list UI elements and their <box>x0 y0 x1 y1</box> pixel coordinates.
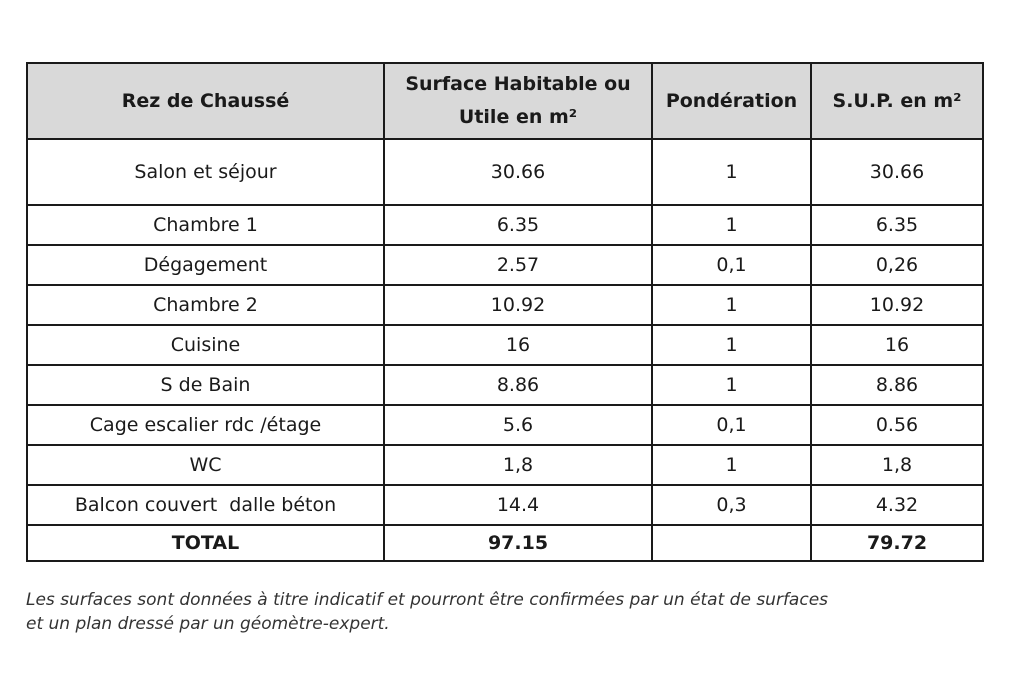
cell-weighting: 1 <box>652 205 811 245</box>
cell-sup: 8.86 <box>811 365 983 405</box>
cell-surface: 2.57 <box>384 245 652 285</box>
total-row <box>27 525 983 561</box>
cell-room: WC <box>27 445 384 485</box>
cell-weighting: 0,3 <box>652 485 811 525</box>
table-row <box>27 285 983 325</box>
cell-surface: 1,8 <box>384 445 652 485</box>
cell-weighting: 1 <box>652 139 811 205</box>
surface-table <box>26 62 984 562</box>
cell-room: Cuisine <box>27 325 384 365</box>
cell-surface: 5.6 <box>384 405 652 445</box>
table-row <box>27 405 983 445</box>
total-weighting <box>652 525 811 561</box>
cell-room: S de Bain <box>27 365 384 405</box>
table-row <box>27 245 983 285</box>
disclaimer-footnote <box>26 588 996 636</box>
cell-sup: 0,26 <box>811 245 983 285</box>
cell-room: Salon et séjour <box>27 139 384 205</box>
cell-room: Dégagement <box>27 245 384 285</box>
table-row <box>27 485 983 525</box>
table-row <box>27 205 983 245</box>
cell-weighting: 1 <box>652 325 811 365</box>
cell-surface: 30.66 <box>384 139 652 205</box>
table-row <box>27 445 983 485</box>
cell-surface: 14.4 <box>384 485 652 525</box>
header-weighting: Pondération <box>652 63 811 139</box>
cell-surface: 16 <box>384 325 652 365</box>
header-room: Rez de Chaussé <box>27 63 384 139</box>
surface-table-container <box>26 62 982 562</box>
total-sup: 79.72 <box>811 525 983 561</box>
table-row <box>27 325 983 365</box>
cell-weighting: 1 <box>652 445 811 485</box>
header-sup: S.U.P. en m² <box>811 63 983 139</box>
cell-sup: 0.56 <box>811 405 983 445</box>
cell-room: Chambre 1 <box>27 205 384 245</box>
cell-surface: 10.92 <box>384 285 652 325</box>
cell-room: Balcon couvert dalle béton <box>27 485 384 525</box>
cell-sup: 10.92 <box>811 285 983 325</box>
total-surface: 97.15 <box>384 525 652 561</box>
cell-weighting: 0,1 <box>652 405 811 445</box>
cell-sup: 1,8 <box>811 445 983 485</box>
cell-weighting: 1 <box>652 365 811 405</box>
cell-room: Cage escalier rdc /étage <box>27 405 384 445</box>
cell-surface: 8.86 <box>384 365 652 405</box>
cell-room: Chambre 2 <box>27 285 384 325</box>
footnote-line-2: et un plan dressé par un géomètre-expert. <box>26 614 390 634</box>
cell-sup: 4.32 <box>811 485 983 525</box>
table-row <box>27 365 983 405</box>
cell-sup: 16 <box>811 325 983 365</box>
header-surface: Surface Habitable ou Utile en m² <box>384 63 652 139</box>
cell-weighting: 1 <box>652 285 811 325</box>
total-label: TOTAL <box>27 525 384 561</box>
table-row <box>27 139 983 205</box>
footnote-line-1: Les surfaces sont données à titre indicatif et pourront être confirmées par un état de surfaces <box>26 590 829 610</box>
cell-sup: 30.66 <box>811 139 983 205</box>
cell-weighting: 0,1 <box>652 245 811 285</box>
cell-surface: 6.35 <box>384 205 652 245</box>
table-header-row <box>27 63 983 139</box>
cell-sup: 6.35 <box>811 205 983 245</box>
